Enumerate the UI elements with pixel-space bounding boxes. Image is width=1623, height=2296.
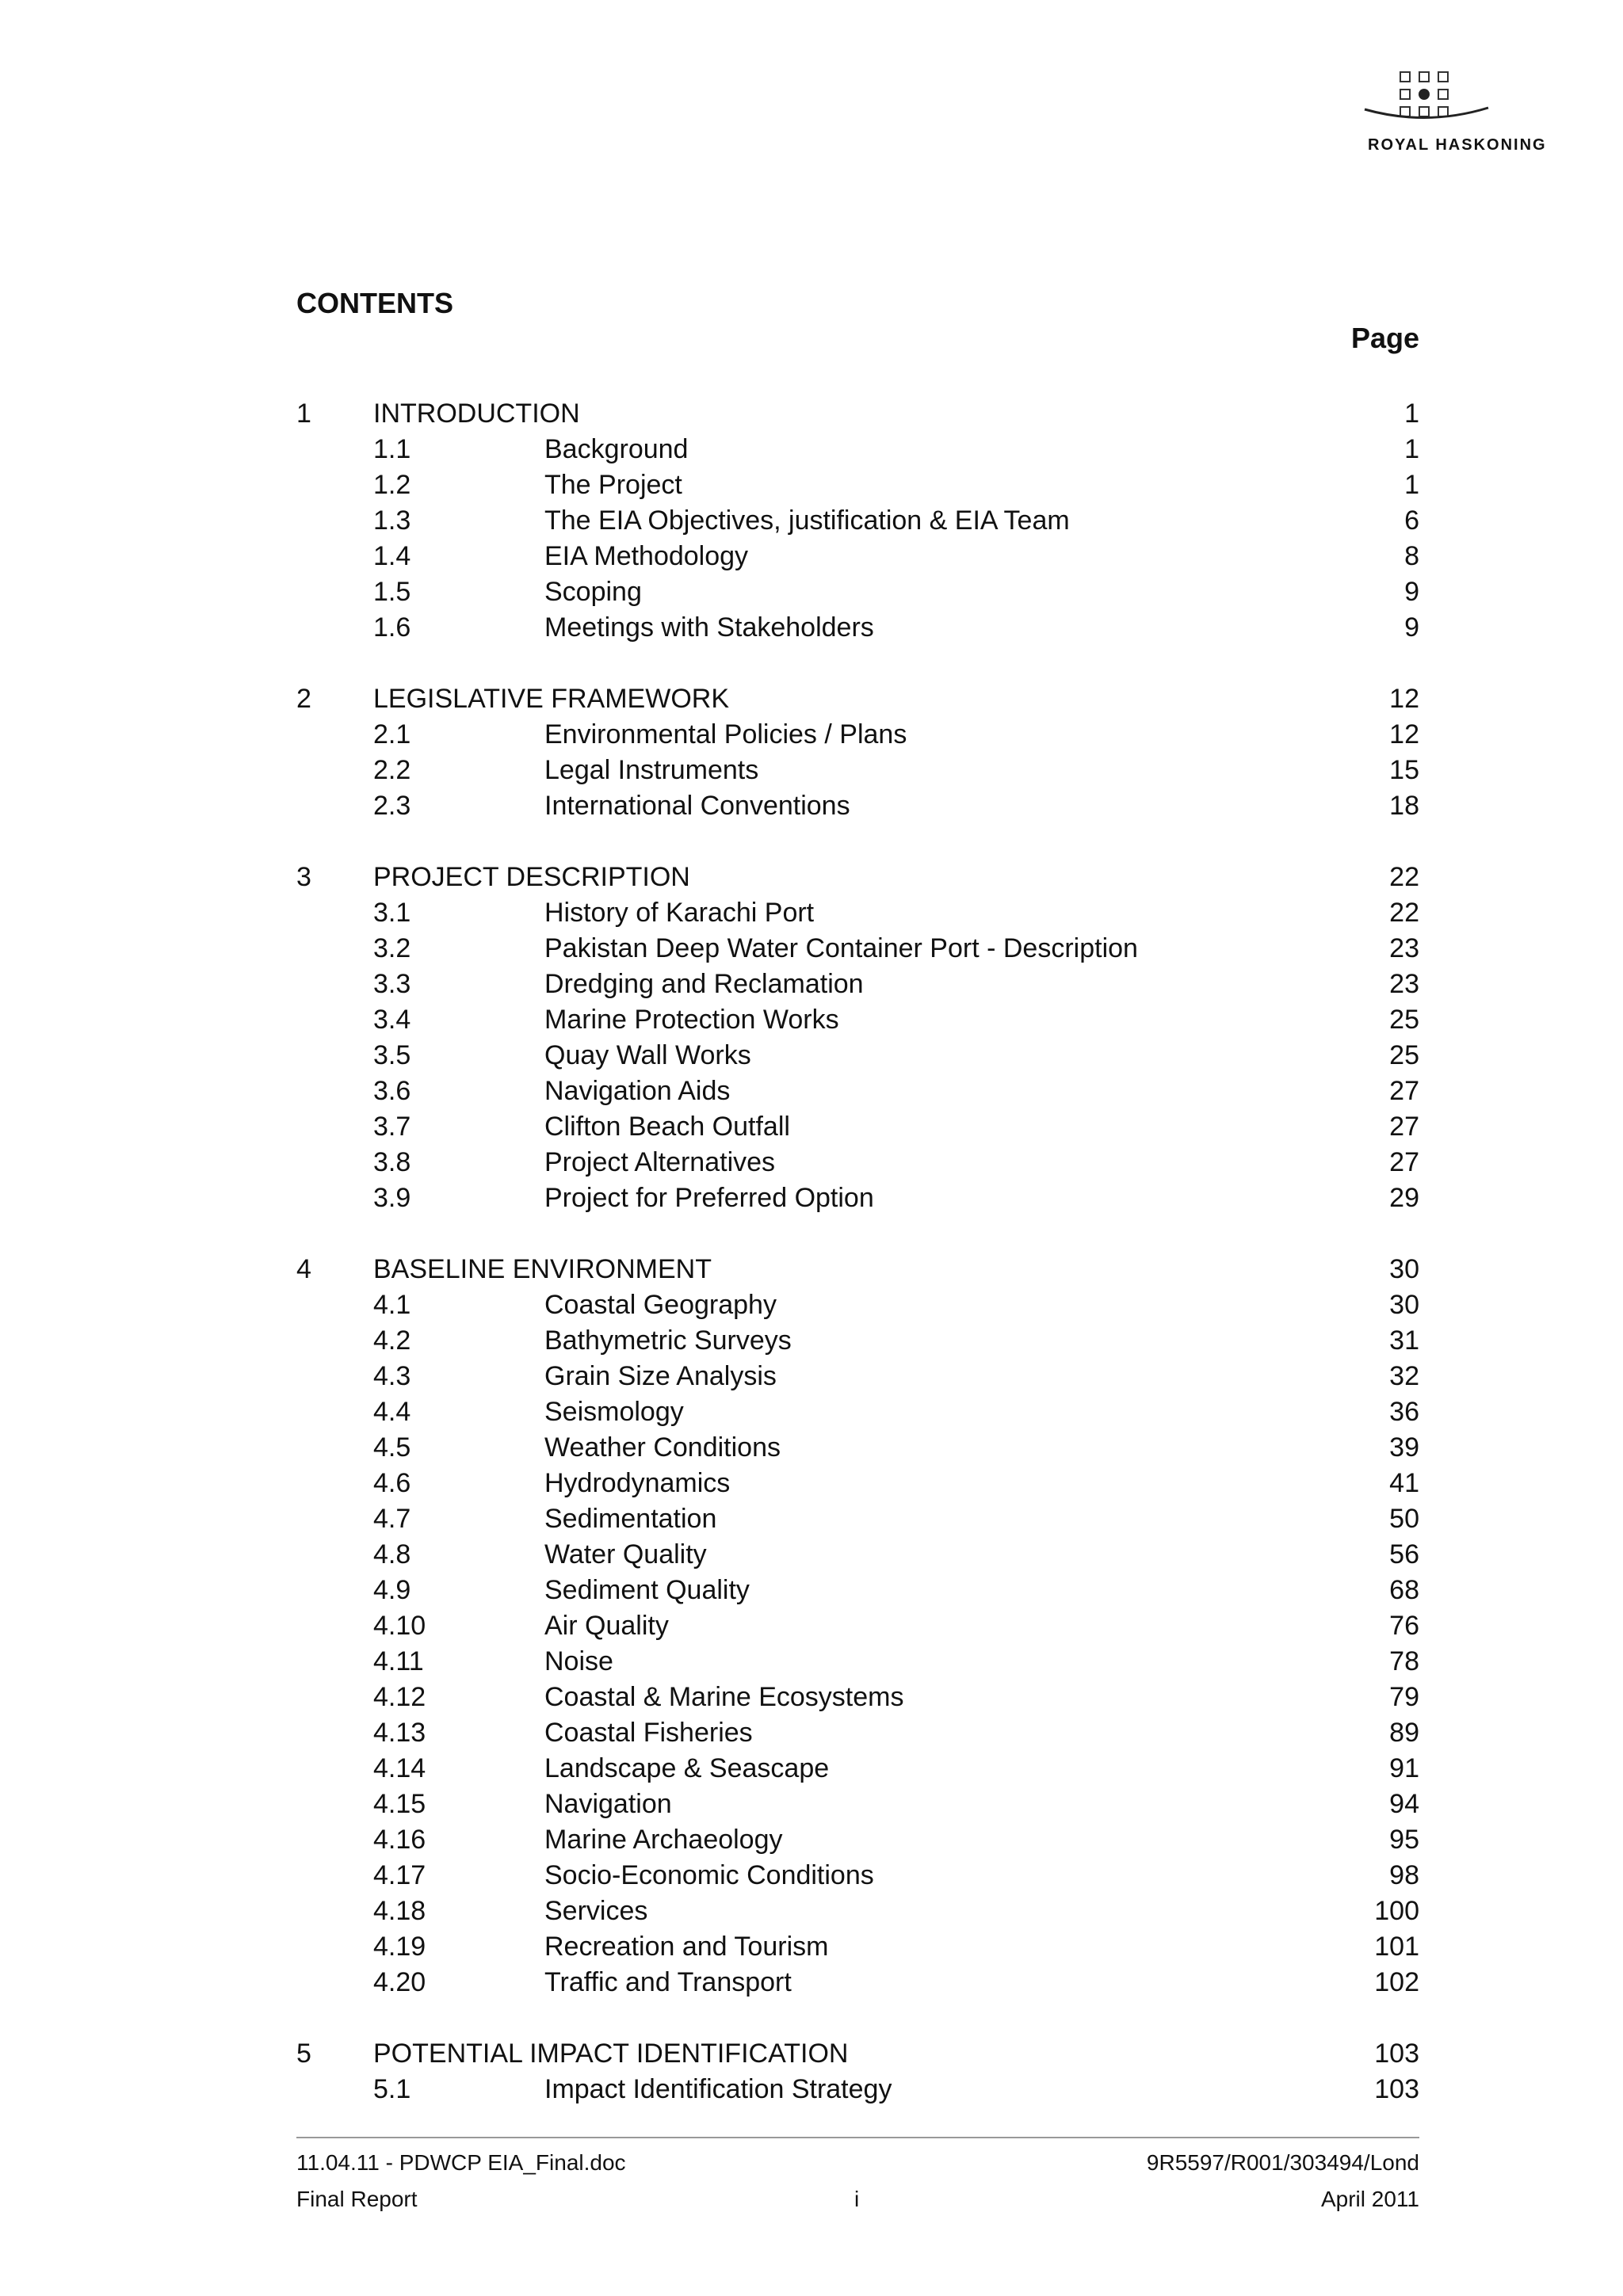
toc-section-row xyxy=(296,717,1419,753)
toc-section-row xyxy=(296,1608,1419,1644)
toc-section-row xyxy=(296,1715,1419,1751)
section-title: Noise xyxy=(544,1646,613,1676)
toc-chapter xyxy=(296,1252,1419,2000)
section-page: 76 xyxy=(1389,1611,1419,1641)
toc-section-row xyxy=(296,1180,1419,1216)
section-page: 39 xyxy=(1389,1432,1419,1463)
section-page: 95 xyxy=(1389,1825,1419,1855)
toc-section-row xyxy=(296,931,1419,967)
section-title: Clifton Beach Outfall xyxy=(544,1112,790,1142)
footer-date: April 2011 xyxy=(1320,2187,1419,2211)
section-title: Marine Archaeology xyxy=(544,1825,783,1855)
section-title: Landscape & Seascape xyxy=(544,1753,830,1783)
toc-section-row xyxy=(296,610,1419,646)
section-title: Impact Identification Strategy xyxy=(544,2074,892,2104)
section-number: 4.7 xyxy=(373,1504,411,1534)
toc-section-row xyxy=(296,1894,1419,1929)
toc-section-row xyxy=(296,1929,1419,1965)
section-title: Background xyxy=(544,434,689,464)
section-title: Air Quality xyxy=(544,1611,669,1641)
toc-section-row xyxy=(296,753,1419,788)
chapter-title: LEGISLATIVE FRAMEWORK xyxy=(373,684,730,714)
section-title: Scoping xyxy=(544,577,642,607)
section-number: 4.15 xyxy=(373,1789,426,1819)
section-title: Weather Conditions xyxy=(544,1432,781,1463)
section-page: 36 xyxy=(1389,1397,1419,1427)
section-number: 4.5 xyxy=(373,1432,411,1463)
section-number: 4.8 xyxy=(373,1539,411,1569)
toc-section-row xyxy=(296,1002,1419,1038)
toc-chapter-row xyxy=(296,2036,1419,2072)
section-title: History of Karachi Port xyxy=(544,898,815,928)
section-number: 4.3 xyxy=(373,1361,411,1391)
toc-chapter-row xyxy=(296,681,1419,717)
section-number: 4.4 xyxy=(373,1397,411,1427)
section-page: 27 xyxy=(1389,1112,1419,1142)
section-number: 4.10 xyxy=(373,1611,426,1641)
footer-doc-name: 11.04.11 - PDWCP EIA_Final.doc xyxy=(296,2150,626,2175)
section-page: 29 xyxy=(1389,1183,1419,1213)
section-title: Bathymetric Surveys xyxy=(544,1325,792,1356)
section-title: Hydrodynamics xyxy=(544,1468,731,1498)
toc-section-row xyxy=(296,1145,1419,1180)
section-number: 3.7 xyxy=(373,1112,411,1142)
section-title: Navigation xyxy=(544,1789,672,1819)
toc-section-row xyxy=(296,1965,1419,2000)
section-page: 9 xyxy=(1404,577,1419,607)
section-page: 78 xyxy=(1389,1646,1419,1676)
section-number: 3.5 xyxy=(373,1040,411,1070)
toc-chapter-row xyxy=(296,396,1419,432)
section-number: 1.5 xyxy=(373,577,411,607)
section-number: 3.4 xyxy=(373,1005,411,1035)
section-page: 25 xyxy=(1389,1040,1419,1070)
chapter-page: 30 xyxy=(1389,1254,1419,1284)
toc-chapter xyxy=(296,681,1419,824)
toc-section-row xyxy=(296,895,1419,931)
section-title: EIA Methodology xyxy=(544,541,749,571)
section-title: Services xyxy=(544,1896,648,1926)
section-number: 2.1 xyxy=(373,719,411,749)
toc-section-row xyxy=(296,1038,1419,1074)
section-number: 3.6 xyxy=(373,1076,411,1106)
section-number: 1.3 xyxy=(373,505,411,536)
footer-page-number: i xyxy=(854,2187,860,2211)
section-page: 103 xyxy=(1374,2074,1419,2104)
section-number: 4.2 xyxy=(373,1325,411,1356)
toc-chapter xyxy=(296,860,1419,1216)
section-number: 4.13 xyxy=(373,1718,426,1748)
section-title: Sediment Quality xyxy=(544,1575,750,1605)
toc-section-row xyxy=(296,967,1419,1002)
toc-chapter-row xyxy=(296,860,1419,895)
toc-section-row xyxy=(296,1287,1419,1323)
toc-section-row xyxy=(296,1074,1419,1109)
section-number: 4.17 xyxy=(373,1860,426,1890)
toc-section-row xyxy=(296,1359,1419,1394)
logo-text: ROYAL HASKONING xyxy=(1368,136,1547,154)
page-column-heading: Page xyxy=(1350,322,1419,354)
toc-section-row xyxy=(296,1822,1419,1858)
section-page: 23 xyxy=(1389,969,1419,999)
section-number: 4.1 xyxy=(373,1290,411,1320)
section-page: 94 xyxy=(1389,1789,1419,1819)
section-page: 41 xyxy=(1389,1468,1419,1498)
chapter-number: 2 xyxy=(296,684,311,714)
section-page: 18 xyxy=(1389,791,1419,821)
section-page: 1 xyxy=(1404,470,1419,500)
chapter-page: 1 xyxy=(1404,399,1419,429)
table-of-contents xyxy=(296,396,1419,2143)
section-page: 32 xyxy=(1389,1361,1419,1391)
toc-chapter-row xyxy=(296,1252,1419,1287)
section-number: 1.2 xyxy=(373,470,411,500)
toc-section-row xyxy=(296,2072,1419,2107)
section-page: 9 xyxy=(1404,612,1419,643)
toc-section-row xyxy=(296,574,1419,610)
section-title: Coastal & Marine Ecosystems xyxy=(544,1682,904,1712)
section-number: 4.12 xyxy=(373,1682,426,1712)
toc-section-row xyxy=(296,1537,1419,1573)
section-page: 89 xyxy=(1389,1718,1419,1748)
section-page: 50 xyxy=(1389,1504,1419,1534)
toc-chapter xyxy=(296,2036,1419,2107)
section-number: 4.14 xyxy=(373,1753,426,1783)
toc-section-row xyxy=(296,1323,1419,1359)
section-title: Dredging and Reclamation xyxy=(544,969,864,999)
section-number: 2.3 xyxy=(373,791,411,821)
toc-section-row xyxy=(296,1109,1419,1145)
section-page: 27 xyxy=(1389,1076,1419,1106)
section-number: 1.4 xyxy=(373,541,411,571)
section-number: 4.11 xyxy=(373,1646,424,1676)
section-page: 102 xyxy=(1374,1967,1419,1997)
toc-section-row xyxy=(296,788,1419,824)
section-number: 1.1 xyxy=(373,434,411,464)
section-title: The EIA Objectives, justification & EIA Team xyxy=(544,505,1070,536)
section-number: 4.20 xyxy=(373,1967,426,1997)
section-page: 56 xyxy=(1389,1539,1419,1569)
section-title: Environmental Policies / Plans xyxy=(544,719,907,749)
section-title: Navigation Aids xyxy=(544,1076,731,1106)
section-page: 68 xyxy=(1389,1575,1419,1605)
section-page: 31 xyxy=(1389,1325,1419,1356)
section-title: Sedimentation xyxy=(544,1504,717,1534)
section-title: Legal Instruments xyxy=(544,755,759,785)
section-page: 12 xyxy=(1389,719,1419,749)
section-title: Socio-Economic Conditions xyxy=(544,1860,874,1890)
section-title: International Conventions xyxy=(544,791,850,821)
chapter-title: PROJECT DESCRIPTION xyxy=(373,862,690,892)
footer-reference: 9R5597/R001/303494/Lond xyxy=(1146,2150,1419,2175)
toc-section-row xyxy=(296,1430,1419,1466)
toc-section-row xyxy=(296,1858,1419,1894)
section-page: 91 xyxy=(1389,1753,1419,1783)
toc-section-row xyxy=(296,1751,1419,1787)
section-number: 3.1 xyxy=(373,898,411,928)
section-number: 1.6 xyxy=(373,612,411,643)
section-page: 15 xyxy=(1389,755,1419,785)
section-title: Coastal Geography xyxy=(544,1290,777,1320)
section-title: Pakistan Deep Water Container Port - Description xyxy=(544,933,1138,963)
chapter-title: INTRODUCTION xyxy=(373,399,580,429)
section-title: Recreation and Tourism xyxy=(544,1932,829,1962)
section-page: 25 xyxy=(1389,1005,1419,1035)
toc-section-row xyxy=(296,1466,1419,1501)
toc-section-row xyxy=(296,539,1419,574)
section-page: 6 xyxy=(1404,505,1419,536)
section-number: 3.9 xyxy=(373,1183,411,1213)
chapter-number: 5 xyxy=(296,2039,311,2069)
section-number: 5.1 xyxy=(373,2074,411,2104)
toc-section-row xyxy=(296,1644,1419,1680)
section-number: 4.19 xyxy=(373,1932,426,1962)
footer-divider xyxy=(296,2137,1419,2138)
section-page: 30 xyxy=(1389,1290,1419,1320)
section-title: Project Alternatives xyxy=(544,1147,776,1177)
toc-section-row xyxy=(296,1573,1419,1608)
contents-title: CONTENTS xyxy=(296,287,453,319)
section-number: 3.3 xyxy=(373,969,411,999)
toc-section-row xyxy=(296,467,1419,503)
chapter-number: 1 xyxy=(296,399,311,429)
section-page: 79 xyxy=(1389,1682,1419,1712)
section-title: Coastal Fisheries xyxy=(544,1718,753,1748)
section-page: 98 xyxy=(1389,1860,1419,1890)
logo-swoosh-icon xyxy=(1363,100,1490,124)
section-number: 4.16 xyxy=(373,1825,426,1855)
chapter-page: 103 xyxy=(1374,2039,1419,2069)
chapter-page: 12 xyxy=(1389,684,1419,714)
chapter-number: 3 xyxy=(296,862,311,892)
section-page: 101 xyxy=(1374,1932,1419,1962)
section-title: The Project xyxy=(544,470,682,500)
section-title: Water Quality xyxy=(544,1539,707,1569)
toc-section-row xyxy=(296,1394,1419,1430)
section-title: Grain Size Analysis xyxy=(544,1361,777,1391)
section-page: 8 xyxy=(1404,541,1419,571)
section-title: Meetings with Stakeholders xyxy=(544,612,874,643)
toc-section-row xyxy=(296,503,1419,539)
footer-report-type: Final Report xyxy=(296,2187,418,2211)
section-title: Project for Preferred Option xyxy=(544,1183,874,1213)
section-title: Quay Wall Works xyxy=(544,1040,751,1070)
section-number: 4.9 xyxy=(373,1575,411,1605)
section-number: 3.8 xyxy=(373,1147,411,1177)
toc-chapter xyxy=(296,396,1419,646)
section-page: 23 xyxy=(1389,933,1419,963)
section-page: 1 xyxy=(1404,434,1419,464)
chapter-title: BASELINE ENVIRONMENT xyxy=(373,1254,712,1284)
toc-section-row xyxy=(296,1501,1419,1537)
section-number: 3.2 xyxy=(373,933,411,963)
chapter-title: POTENTIAL IMPACT IDENTIFICATION xyxy=(373,2039,849,2069)
section-title: Seismology xyxy=(544,1397,684,1427)
section-page: 100 xyxy=(1374,1896,1419,1926)
chapter-number: 4 xyxy=(296,1254,311,1284)
section-number: 4.18 xyxy=(373,1896,426,1926)
section-page: 22 xyxy=(1389,898,1419,928)
chapter-page: 22 xyxy=(1389,862,1419,892)
section-number: 2.2 xyxy=(373,755,411,785)
section-page: 27 xyxy=(1389,1147,1419,1177)
toc-section-row xyxy=(296,432,1419,467)
section-title: Marine Protection Works xyxy=(544,1005,839,1035)
toc-section-row xyxy=(296,1787,1419,1822)
section-number: 4.6 xyxy=(373,1468,411,1498)
section-title: Traffic and Transport xyxy=(544,1967,792,1997)
royal-haskoning-logo xyxy=(1363,71,1547,158)
toc-section-row xyxy=(296,1680,1419,1715)
